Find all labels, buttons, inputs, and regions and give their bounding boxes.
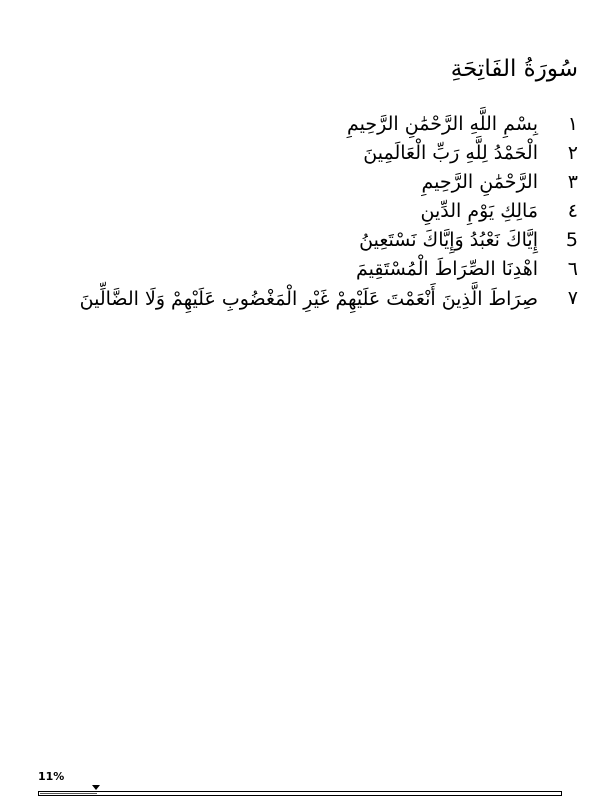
progress-bar[interactable]: [38, 791, 562, 796]
verse-row: [22, 226, 578, 255]
verse-number: ٣: [567, 171, 578, 193]
chapter-title: سُورَةُ الفَاتِحَةِ: [450, 56, 578, 82]
verse-row: [22, 168, 578, 197]
verse-number: ٦: [567, 258, 578, 280]
verse-number: ٤: [567, 200, 578, 222]
verse-text: مَالِكِ يَوْمِ الدِّينِ: [420, 200, 538, 222]
verse-number: ٧: [567, 287, 578, 309]
progress-percent: 11%: [38, 770, 65, 783]
progress-marker-icon: [92, 785, 100, 790]
reading-progress: [38, 768, 562, 800]
verse-row: [22, 284, 578, 313]
verse-row: [22, 139, 578, 168]
verse-number: ٢: [567, 142, 578, 164]
verse-row: [22, 197, 578, 226]
verse-text: اهْدِنَا الصِّرَاطَ الْمُسْتَقِيمَ: [355, 258, 538, 280]
verse-text: صِرَاطَ الَّذِينَ أَنْعَمْتَ عَلَيْهِمْ غَيْرِ الْمَغْضُوبِ عَلَيْهِمْ وَلَا الضَّالِّينَ: [79, 287, 538, 310]
verse-list: [22, 110, 578, 313]
verse-text: الْحَمْدُ لِلَّهِ رَبِّ الْعَالَمِينَ: [363, 142, 538, 164]
verse-number: 5: [565, 229, 578, 251]
verse-number: ١: [567, 113, 578, 135]
verse-row: [22, 255, 578, 284]
verse-text: الرَّحْمَٰنِ الرَّحِيمِ: [421, 171, 538, 193]
progress-fill: [40, 793, 97, 794]
verse-text: بِسْمِ اللَّهِ الرَّحْمَٰنِ الرَّحِيمِ: [347, 113, 538, 135]
verse-row: [22, 110, 578, 139]
verse-text: إِيَّاكَ نَعْبُدُ وَإِيَّاكَ نَسْتَعِينُ: [359, 229, 538, 251]
